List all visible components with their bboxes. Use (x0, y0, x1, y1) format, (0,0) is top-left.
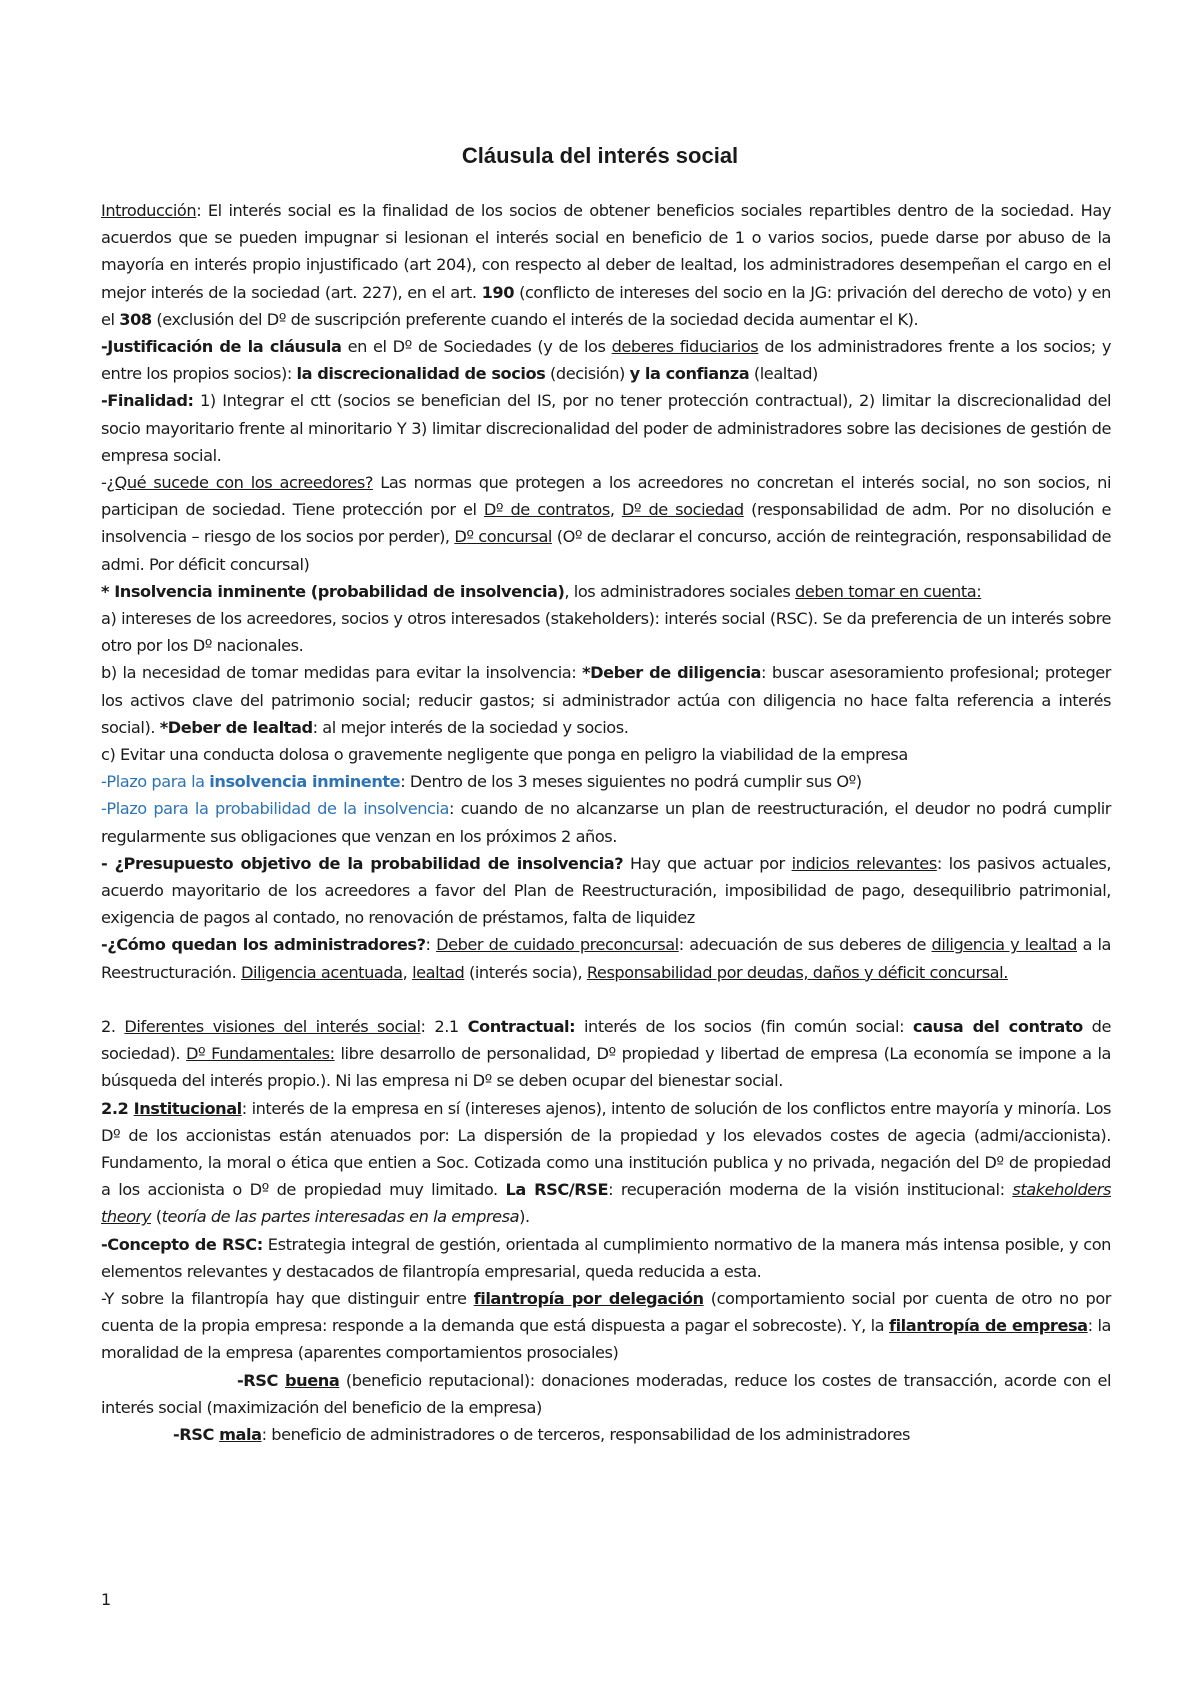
justificacion-text: en el Dº de Sociedades (y de los (341, 337, 612, 357)
intro-text: : El interés social es la finalidad de los socios de obtener beneficios sociales repartibles dentro de la sociedad. Hay acuerdos que se pueden impugnar si lesionan el interés social en beneficio de 1 o varios socios, puede darse por abuso de la mayoría en interés propio injustificado (art 204), con respecto al deber de lealtad, los administradores desempeñan el cargo en el mejor interés de la sociedad (art. 227), en el art. (101, 201, 1111, 302)
filantropia-text: -Y sobre la filantropía hay que distinguir entre (101, 1288, 474, 1308)
item-b (101, 659, 1111, 741)
plazo-probabilidad-text: : cuando de no alcanzarse un plan de reestructuración, el deudor no podrá cumplir regularmente sus obligaciones que venzan en los próximos 2 años. (101, 799, 1112, 846)
deber-cuidado-preconcursal: Deber de cuidado preconcursal (436, 935, 679, 955)
causa-contrato: causa del contrato (912, 1016, 1083, 1036)
diligencia-y-lealtad: diligencia y lealtad (931, 935, 1077, 955)
intro-text-3: (exclusión del Dº de suscripción preferente cuando el interés de la sociedad decida aumentar el K). (151, 309, 919, 329)
item-c: c) Evitar una conducta dolosa o gravemente negligente que ponga en peligro la viabilidad de la empresa (101, 745, 908, 765)
document-body (101, 197, 1111, 1448)
dº-concursal: Dº concursal (454, 527, 552, 547)
insolvencia-inminente-label: insolvencia inminente (209, 772, 401, 792)
administradores-text-2: a la Reestructuración. (101, 935, 1111, 982)
rsc-buena-text: (beneficio reputacional): donaciones moderadas, reduce los costes de transacción, acorde con el interés social (maximización del beneficio de la empresa) (101, 1370, 1112, 1417)
deben-tomar-en-cuenta: deben tomar en cuenta: (795, 581, 982, 601)
administradores-paragraph (101, 931, 1111, 985)
rsc-mala-prefix: -RSC (173, 1424, 220, 1444)
justificacion-paragraph (101, 333, 1111, 387)
visiones-text: : 2.1 (420, 1016, 468, 1036)
dº-fundamentales: Dº Fundamentales: (186, 1044, 335, 1064)
plazo-probabilidad-label: -Plazo para la probabilidad de la insolvencia (101, 799, 450, 819)
institucional-paren: ( (151, 1207, 162, 1227)
finalidad-paragraph (101, 387, 1111, 469)
institucional-label: Institucional (133, 1098, 242, 1118)
art-190: 190 (481, 282, 515, 302)
institucional-number: 2.2 (101, 1098, 134, 1118)
visiones-text-2: interés de los socios (fin común social: (575, 1016, 913, 1036)
justificacion-label: -Justificación de la cláusula (101, 337, 342, 357)
acreedores-text: Las normas que protegen a los acreedores no concretan el interés social, no son socios, ni participan de sociedad. Tiene protección por el (101, 473, 1112, 520)
insolvencia-heading (101, 578, 1111, 605)
rsc-buena-paragraph (101, 1367, 1111, 1421)
responsabilidad: Responsabilidad por deudas, daños y déficit concursal. (586, 962, 1008, 982)
acreedores-question: ¿Qué sucede con los acreedores? (106, 473, 374, 493)
presupuesto-text: Hay que actuar por (623, 853, 792, 873)
administradores-comma: , (402, 962, 413, 982)
rsc-mala-text: : beneficio de administradores o de terceros, responsabilidad de los administradores (261, 1424, 910, 1444)
lealtad: lealtad (412, 962, 465, 982)
dº-contratos: Dº de contratos (483, 500, 610, 520)
finalidad-label: -Finalidad: (101, 391, 194, 411)
art-308: 308 (119, 309, 152, 329)
visiones-text-3: de sociedad). (101, 1016, 1112, 1064)
concepto-paragraph (101, 1231, 1111, 1285)
rsc-mala-label: mala (219, 1424, 262, 1444)
filantropia-text-2: (comportamiento social por cuenta de otro no por cuenta de la propia empresa: responde a la demanda que está dispuesta a pagar el sobrecoste). Y, la (101, 1288, 1111, 1336)
dº-sociedad: Dº de sociedad (621, 500, 744, 520)
plazo-probabilidad (101, 795, 1111, 849)
justificacion-text-3: (decisión) (545, 364, 630, 384)
discrecionalidad: la discrecionalidad de socios (296, 364, 546, 384)
institucional-end: ). (519, 1207, 530, 1227)
institucional-text-2: : recuperación moderna de la visión institucional: (608, 1180, 1013, 1200)
document-title: Cláusula del interés social (461, 143, 739, 168)
institucional-paragraph (101, 1095, 1111, 1231)
administradores-text: : adecuación de sus deberes de (678, 935, 932, 955)
rsc-mala-paragraph (101, 1421, 1111, 1448)
plazo-label: -Plazo para la (101, 772, 210, 792)
acreedores-text-2: , (609, 500, 622, 520)
page-number: 1 (101, 1590, 112, 1609)
plazo-insolvencia-inminente (101, 768, 1111, 795)
item-b-text-3: : al mejor interés de la sociedad y socios. (312, 717, 629, 737)
item-a: a) intereses de los acreedores, socios y otros interesados (stakeholders): interés social (RSC). Se da preferencia de un interés sobre otro por los Dº nacionales. (101, 609, 1111, 656)
justificacion-text-4: (lealtad) (749, 364, 818, 384)
administradores-label: -¿Cómo quedan los administradores? (101, 935, 426, 955)
acreedores-paragraph (101, 469, 1111, 578)
teoria-partes: teoría de las partes interesadas en la empresa (161, 1207, 520, 1227)
item-b-text: b) la necesidad de tomar medidas para evitar la insolvencia: (101, 663, 583, 683)
stakeholders-theory: stakeholders theory (101, 1180, 1111, 1227)
administradores-colon: : (425, 935, 437, 955)
justificacion-text-2: de los administradores frente a los socios; y entre los propios socios): (101, 337, 1111, 384)
finalidad-text: 1) Integrar el ctt (socios se benefician del IS, por no tener protección contractual), 2) limitar la discrecionalidad del socio mayoritario frente al minoritario Y 3) limitar discrecionalidad del poder de administradores sobre las decisiones de gestión de empresa social. (101, 391, 1111, 465)
insolvencia-label: * Insolvencia inminente (probabilidad de insolvencia) (101, 581, 565, 601)
presupuesto-text-2: : los pasivos actuales, acuerdo mayoritario de los acreedores a favor del Plan de Reestructuración, imposibilidad de pago, desequilibrio patrimonial, exigencia de pagos al contado, no renovación de préstamos, falta de liquidez (101, 853, 1112, 928)
item-b-text-2: : buscar asesoramiento profesional; proteger los activos clave del patrimonio social; reducir gastos; si administrador actúa con diligencia no hace falta referencia a interés social). (101, 663, 1111, 737)
deberes-fiduciarios: deberes fiduciarios (611, 337, 759, 357)
rsc-rse-label: La RSC/RSE (505, 1180, 609, 1200)
contractual-label: Contractual: (467, 1016, 576, 1036)
section-number: 2. (101, 1016, 125, 1036)
paragraph-gap (101, 986, 1111, 1013)
concepto-text: Estrategia integral de gestión, orientada al cumplimiento normativo de la manera más intensa posible, y con elementos relevantes y destacados de filantropía empresarial, queda reducida a esta. (101, 1234, 1111, 1281)
intro-label: Introducción (101, 201, 197, 220)
deber-lealtad: *Deber de lealtad (159, 717, 313, 737)
rsc-buena-prefix: -RSC (237, 1370, 286, 1390)
plazo-text: : Dentro de los 3 meses siguientes no podrá cumplir sus Oº) (400, 772, 862, 792)
visiones-text-4: libre desarrollo de personalidad, Dº propiedad y libertad de empresa (La economía se impone a la búsqueda del interés propio.). Ni las empresa ni Dº se deben ocupar del bienestar social. (101, 1044, 1111, 1091)
confianza: y la confianza (629, 364, 750, 384)
filantropia-paragraph (101, 1285, 1111, 1367)
filantropia-text-3: : la moralidad de la empresa (aparentes comportamientos prosociales) (101, 1316, 1111, 1363)
filantropia-empresa: filantropía de empresa (888, 1316, 1088, 1336)
deber-diligencia: *Deber de diligencia (582, 663, 762, 683)
presupuesto-label: - ¿Presupuesto objetivo de la probabilidad de insolvencia? (101, 853, 624, 873)
intro-paragraph (101, 197, 1111, 333)
acreedores-text-4: (Oº de declarar el concurso, acción de reintegración, responsabilidad de admi. Por déficit concursal) (101, 527, 1111, 574)
intro-text-2: (conflicto de intereses del socio en la JG: privación del derecho de voto) y en el (101, 282, 1111, 329)
rsc-buena-label: buena (285, 1370, 340, 1390)
acreedores-text-3: (responsabilidad de adm. Por no disolución e insolvencia – riesgo de los socios por perder), (101, 500, 1111, 547)
concepto-label: -Concepto de RSC: (101, 1234, 263, 1254)
visiones-heading: Diferentes visiones del interés social (124, 1016, 421, 1036)
institucional-text: : interés de la empresa en sí (intereses ajenos), intento de solución de los conflictos entre mayoría y minoría. Los Dº de los accionistas están atenuados por: La dispersión de la propiedad y los elevados costes de agecia (admi/accionista). Fundamento, la moral o ética que entien a Soc. Cotizada como una institución publica y no privada, negación del Dº de propiedad a los accionista o Dº de propiedad muy limitado. (101, 1098, 1112, 1200)
diligencia-acentuada: Diligencia acentuada (240, 962, 403, 982)
insolvencia-text: , los administradores sociales (564, 581, 796, 601)
visiones-paragraph (101, 1013, 1111, 1095)
acreedores-prefix: - (101, 473, 107, 493)
administradores-text-3: (interés socia), (464, 962, 587, 982)
indicios-relevantes: indicios relevantes (791, 853, 937, 873)
presupuesto-paragraph (101, 850, 1111, 932)
filantropia-delegacion: filantropía por delegación (473, 1288, 704, 1308)
